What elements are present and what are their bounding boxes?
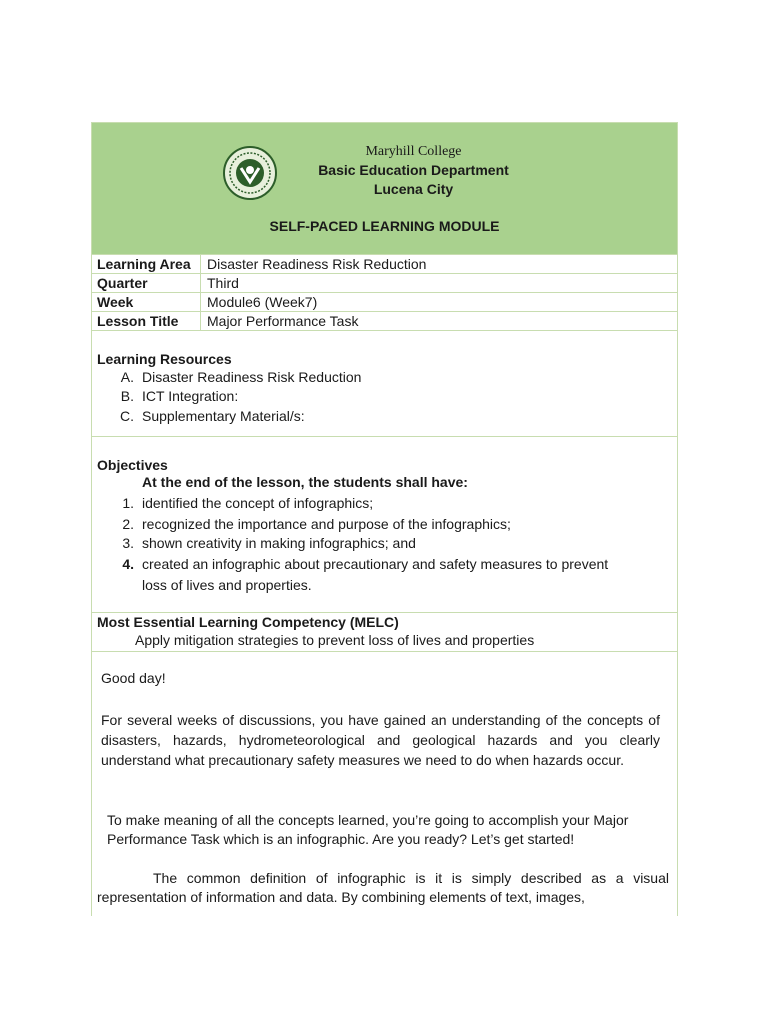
- department-name: Basic Education Department: [318, 162, 509, 178]
- paragraph-definition: The common definition of infographic is it is simply described as a visual representation of information and data. By combining elements of text, images,: [97, 870, 669, 905]
- melc-section: [92, 613, 677, 652]
- list-item: ICT Integration:: [142, 388, 239, 404]
- list-marker: 1.: [122, 495, 134, 511]
- objectives-intro: At the end of the lesson, the students shall have:: [142, 474, 468, 490]
- list-item: created an infographic about precautionary and safety measures to prevent: [142, 556, 609, 572]
- list-marker: 3.: [122, 535, 134, 551]
- info-label: Lesson Title: [92, 312, 201, 330]
- objectives-heading: Objectives: [97, 457, 168, 473]
- paragraph-task-line-2: Performance Task which is an infographic. Are you ready? Let’s get started!: [107, 831, 575, 847]
- list-marker: 4.: [122, 556, 134, 572]
- list-item: Supplementary Material/s:: [142, 408, 305, 424]
- city-name: Lucena City: [373, 181, 454, 197]
- list-marker: 2.: [122, 516, 134, 532]
- list-item: shown creativity in making infographics; and: [142, 535, 416, 551]
- list-item: identified the concept of infographics;: [142, 495, 374, 511]
- paragraph-intro: For several weeks of discussions, you have gained an understanding of the concepts of disasters, hazards, hydrometeorological and geological hazards and you clearly understand what precautionary safety measures we need to do when hazards occur.: [101, 712, 660, 768]
- resources-heading: Learning Resources: [97, 351, 232, 367]
- info-value: Third: [207, 275, 239, 291]
- list-marker: C.: [120, 408, 134, 424]
- info-row-week: [92, 293, 677, 312]
- info-value: Disaster Readiness Risk Reduction: [207, 256, 427, 272]
- melc-heading: Most Essential Learning Competency (MELC): [97, 614, 399, 630]
- paragraph-task-line-1: To make meaning of all the concepts learned, you’re going to accomplish your Major: [107, 812, 629, 828]
- info-value: Major Performance Task: [207, 313, 359, 329]
- info-value: Module6 (Week7): [207, 294, 318, 310]
- list-item-continuation: loss of lives and properties.: [142, 577, 312, 593]
- info-row-learning-area: [92, 255, 677, 274]
- objectives-section: [92, 437, 677, 613]
- info-label: Quarter: [92, 274, 201, 292]
- list-marker: B.: [120, 388, 134, 404]
- module-header: [92, 123, 677, 255]
- info-row-lesson-title: [92, 312, 677, 331]
- info-label: Week: [92, 293, 201, 311]
- module-document: [91, 122, 678, 916]
- learning-resources-section: [92, 331, 677, 437]
- greeting: Good day!: [101, 670, 166, 686]
- module-title: SELF-PACED LEARNING MODULE: [269, 218, 500, 234]
- list-item: recognized the importance and purpose of the infographics;: [142, 516, 511, 532]
- melc-text: Apply mitigation strategies to prevent loss of lives and properties: [135, 632, 535, 648]
- lesson-body: [92, 652, 677, 916]
- info-label: Learning Area: [92, 255, 201, 273]
- list-item: Disaster Readiness Risk Reduction: [142, 369, 362, 385]
- info-row-quarter: [92, 274, 677, 293]
- school-name: Maryhill College: [365, 144, 462, 159]
- list-marker: A.: [120, 369, 134, 385]
